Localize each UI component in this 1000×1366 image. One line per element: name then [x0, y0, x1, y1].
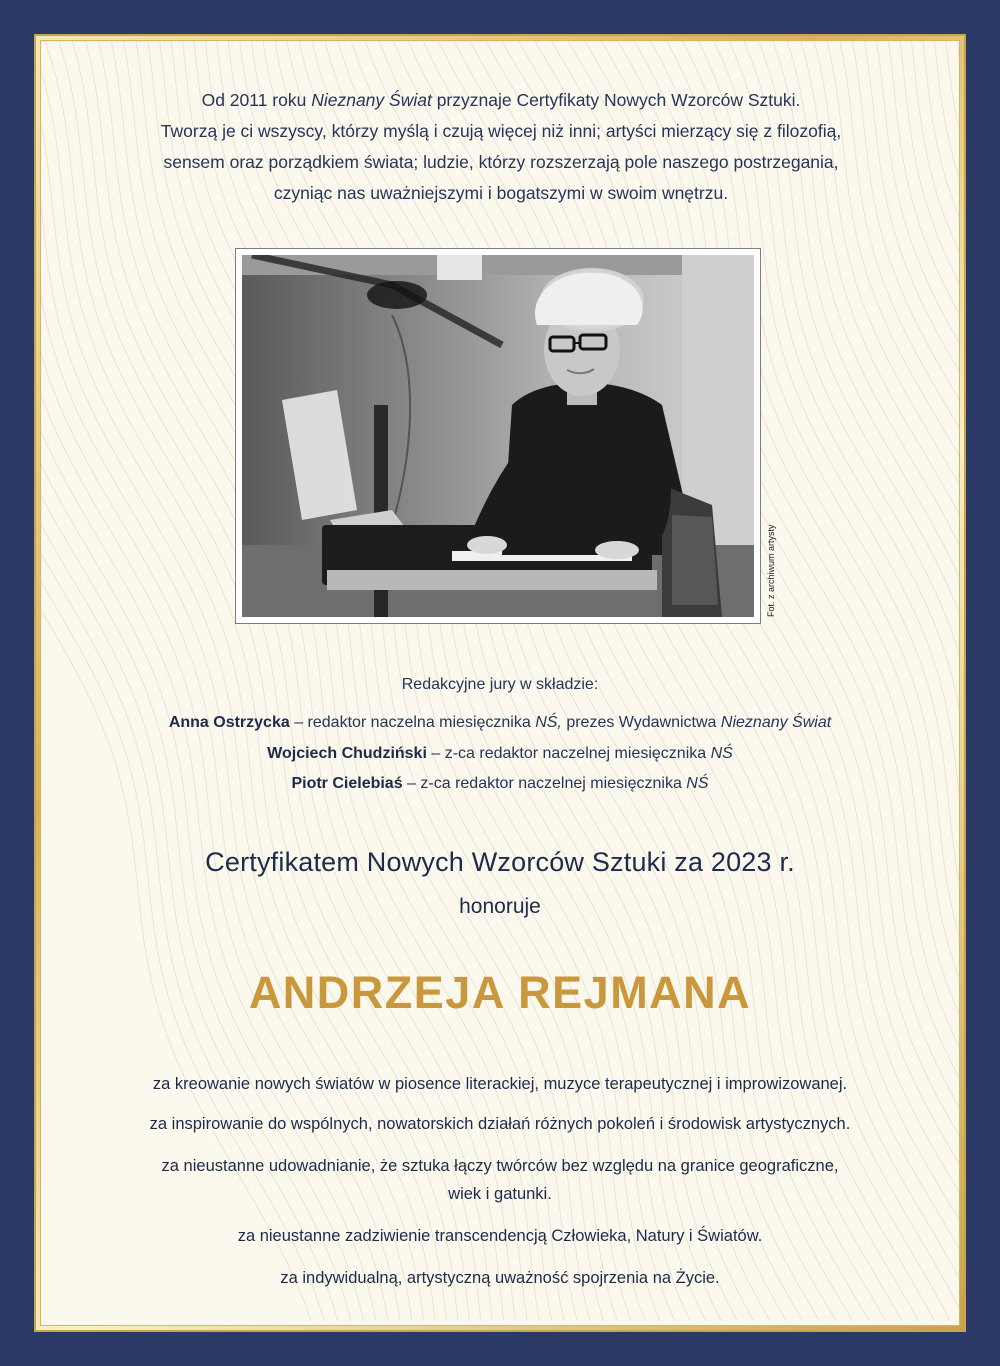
jury-member: Anna Ostrzycka – redaktor naczelna miesięcznika NŚ, prezes Wydawnictwa Nieznany Świat [168, 714, 832, 731]
certificate-paper [40, 40, 960, 1326]
recipient-name: ANDRZEJA REJMANA [248, 967, 752, 1018]
intro-line-2: Tworzą je ci wszyscy, którzy myślą i czują więcej niż inni; artyści mierzący się z filozofią, [160, 121, 842, 141]
reason-item: za inspirowanie do wspólnych, nowatorskich działań różnych pokoleń i środowisk artystycznych. [149, 1115, 851, 1133]
certificate-content [41, 41, 959, 1325]
artist-photo-illustration [242, 255, 754, 617]
artist-photo [242, 255, 754, 617]
reason-item: za indywidualną, artystyczną uważność spojrzenia na Życie. [280, 1269, 720, 1287]
reason-item: za nieustanne udowadnianie, że sztuka łączy twórców bez względu na granice geograficzne, [161, 1157, 839, 1175]
certificate-title: Certyfikatem Nowych Wzorców Sztuki za 2023 r. [205, 847, 795, 877]
jury-title: Redakcyjne jury w składzie: [401, 676, 599, 693]
intro-line-1: Od 2011 roku Nieznany Świat przyznaje Certyfikaty Nowych Wzorców Sztuki. [201, 90, 801, 110]
reason-item: za kreowanie nowych światów w piosence literackiej, muzyce terapeutycznej i improwizowanej. [152, 1075, 848, 1093]
intro-text [61, 85, 941, 209]
intro-line-4: czyniąc nas uważniejszymi i bogatszymi w swoim wnętrzu. [273, 183, 729, 203]
jury-member: Piotr Cielebiaś – z-ca redaktor naczelnej miesięcznika NŚ [291, 775, 709, 792]
honors-label: honoruje [459, 895, 541, 918]
photo-frame [235, 248, 761, 624]
photo-credit: Fot. z archiwum artysty [766, 524, 776, 617]
intro-line-3: sensem oraz porządkiem świata; ludzie, którzy rozszerzają pole naszego postrzegania, [163, 152, 839, 172]
jury-member: Wojciech Chudziński – z-ca redaktor naczelnej miesięcznika NŚ [267, 745, 733, 762]
reason-item: wiek i gatunki. [448, 1185, 552, 1203]
reason-item: za nieustanne zadziwienie transcendencją Człowieka, Natury i Światów. [237, 1227, 763, 1245]
